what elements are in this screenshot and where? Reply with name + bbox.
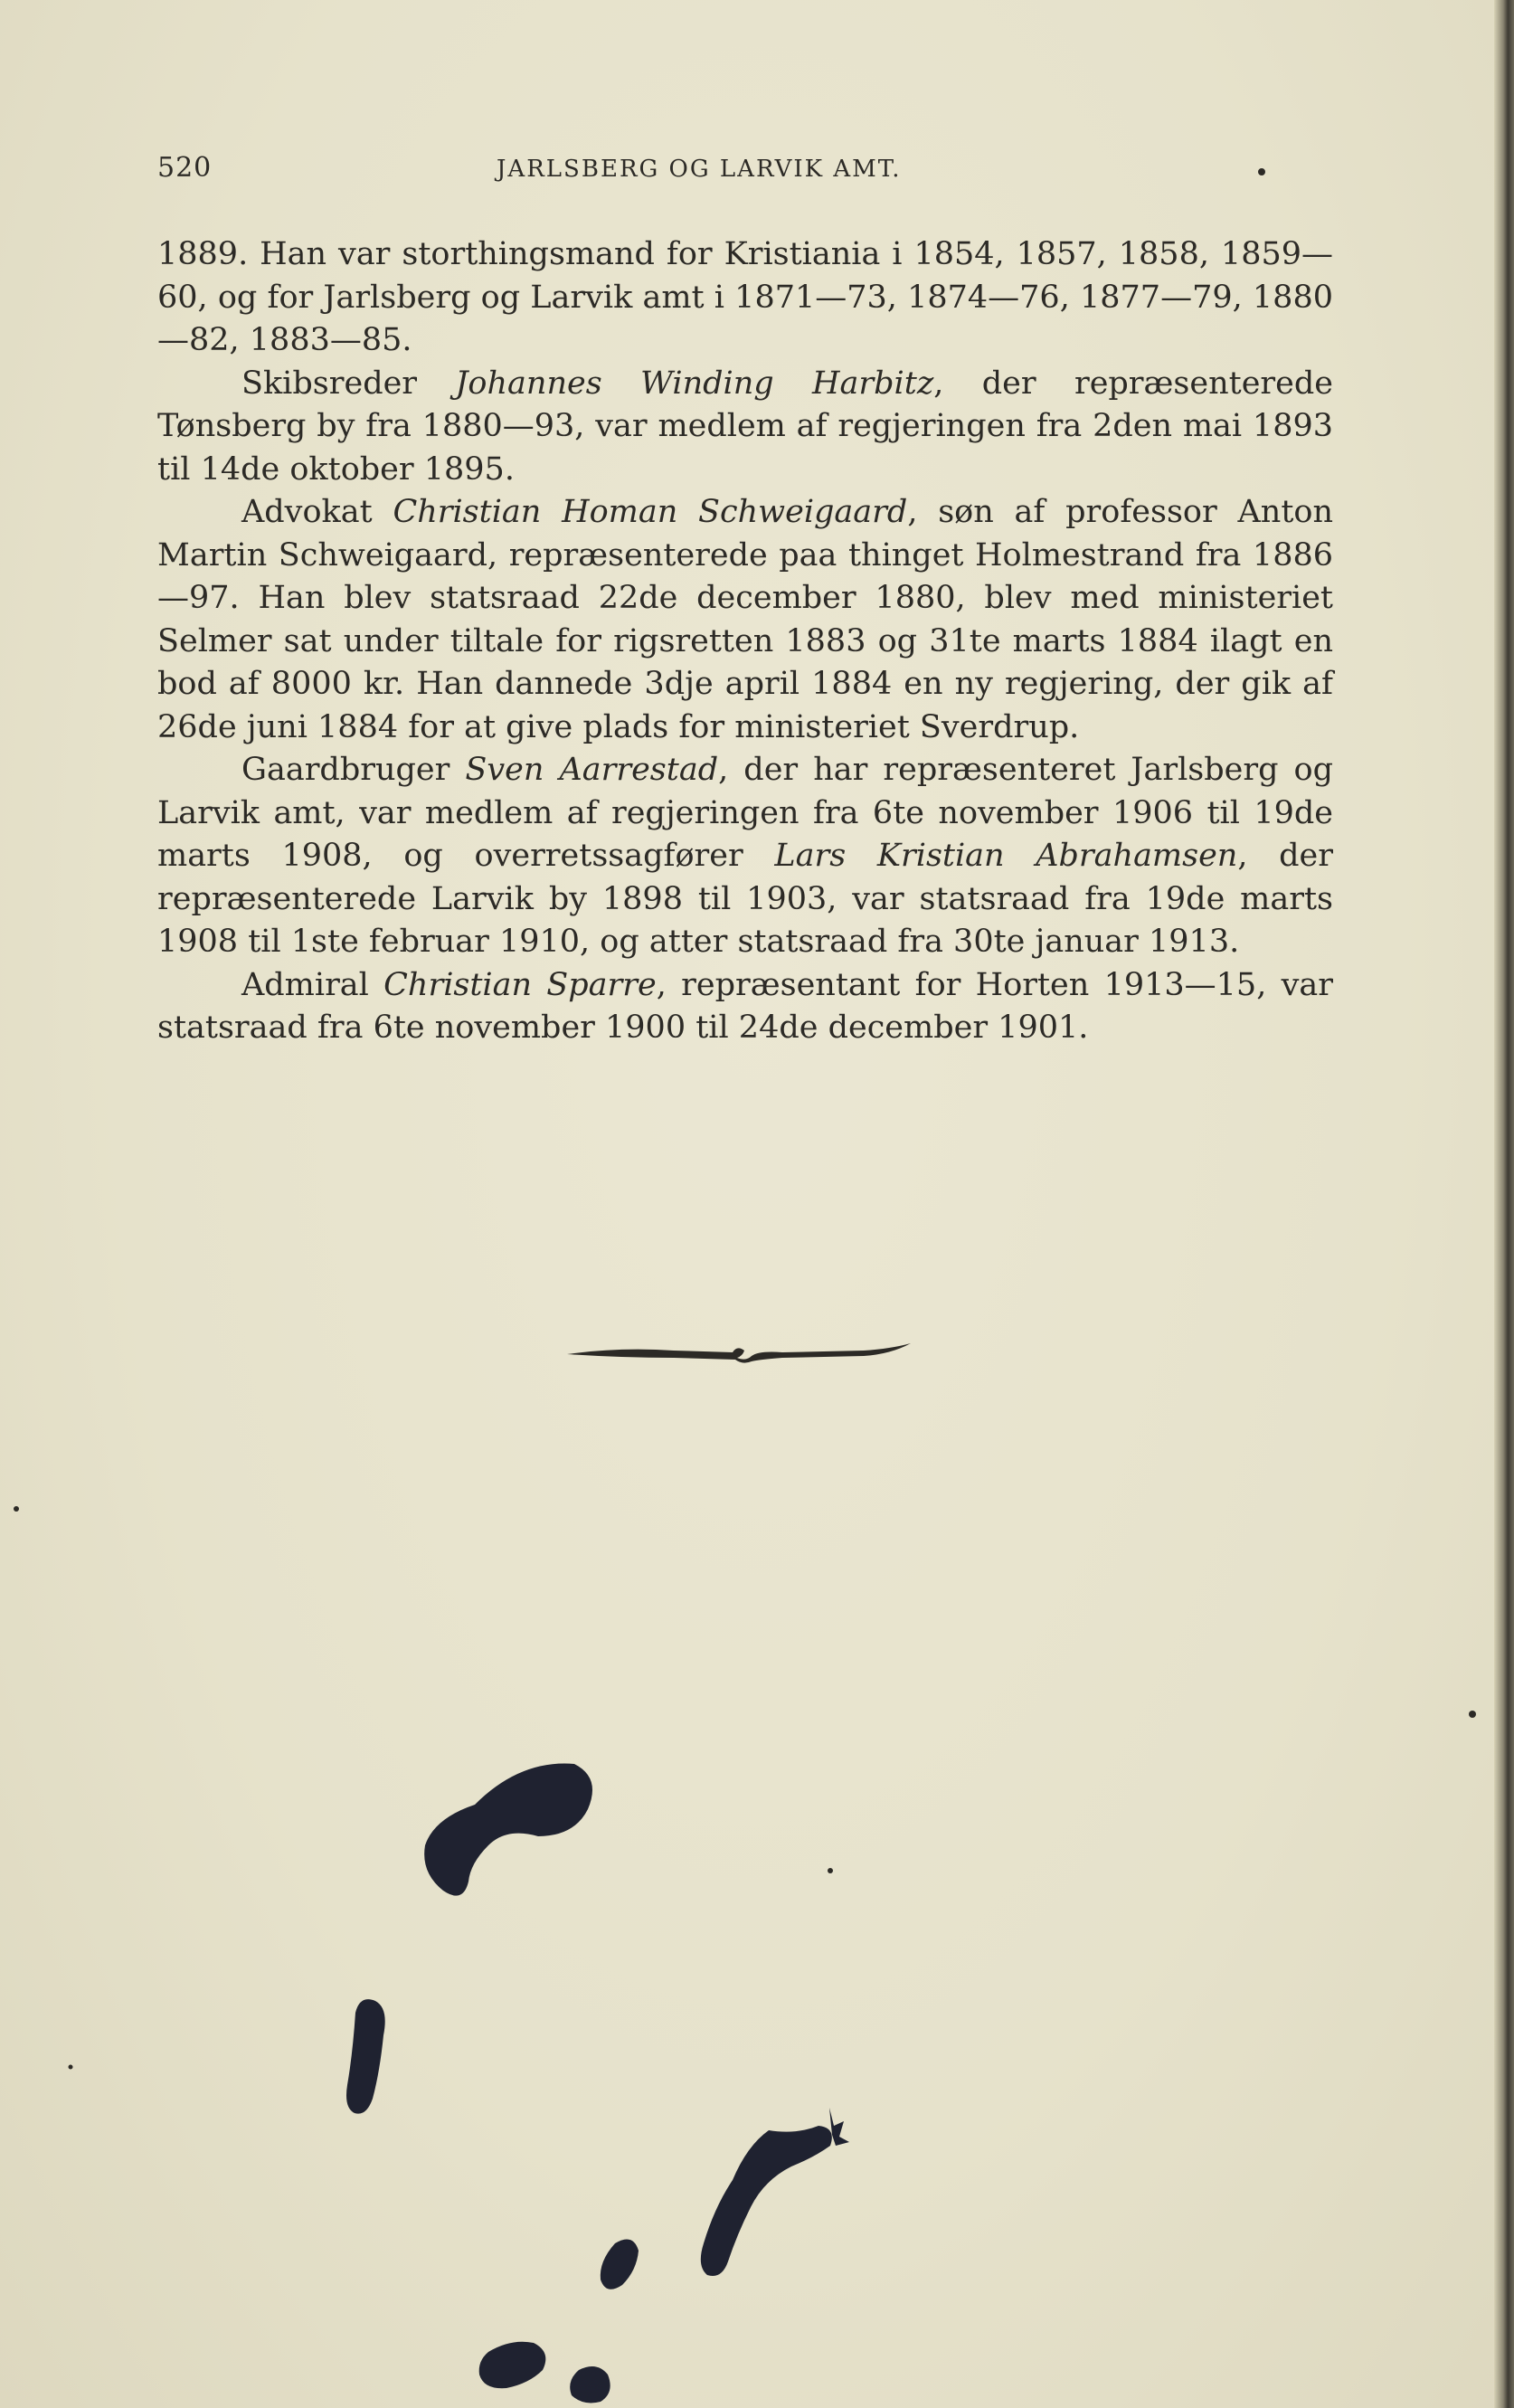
person-name: Johannes Winding Harbitz <box>455 365 934 402</box>
text-segment: , der har repræsenteret Jarlsberg og Larvik amt, var medlem af regjeringen fra 6te november 1906 til 19de marts 1908, og overretssagfører <box>157 752 1334 874</box>
text-segment: Advokat <box>241 494 393 530</box>
paragraph <box>157 749 1333 964</box>
text-segment: Admiral <box>241 966 384 1003</box>
text-segment: Gaardbruger <box>241 752 466 788</box>
end-ornament <box>565 1334 913 1370</box>
person-name: Sven Aarrestad <box>465 752 719 788</box>
text-segment: , der repræsenterede Larvik by 1898 til 1903, var statsraad fra 19de marts 1908 til 1ste februar 1910, og atter statsraad fra 30te januar 1913. <box>157 838 1333 960</box>
paragraph <box>157 363 1333 492</box>
text-segment: , der repræsenterede Tønsberg by fra 1880—93, var medlem af regjeringen fra 2den mai 1893 til 14de oktober 1895. <box>157 365 1333 488</box>
text-segment: 1889. Han var storthingsmand for Kristiania i 1854, 1857, 1858, 1859—60, og for Jarlsberg og Larvik amt i 1871—73, 1874—76, 1877—79, 1880—82, 1883—85. <box>157 236 1333 358</box>
person-name: Christian Homan Schweigaard <box>393 494 908 530</box>
body-text <box>157 233 1333 1050</box>
text-segment: , søn af professor Anton Martin Schweigaard, repræsenterede paa thinget Holmestrand fra 1886—97. Han blev statsraad 22de december 1880, blev med ministeriet Selmer sat under tiltale for rigsretten 1883 og 31te marts 1884 ilagt en bod af 8000 kr. Han dannede 3dje april 1884 en ny regjering, der gik af 26de juni 1884 for at give plads for ministeriet Sverdrup. <box>157 494 1334 745</box>
paragraph <box>157 964 1333 1050</box>
paragraph <box>157 233 1333 363</box>
page-header <box>157 152 1333 197</box>
page-number: 520 <box>157 152 213 184</box>
text-segment: , repræsentant for Horten 1913—15, var statsraad fra 6te november 1900 til 24de december 1901. <box>157 966 1333 1046</box>
person-name: Christian Sparre <box>383 966 657 1003</box>
person-name: Lars Kristian Abrahamsen <box>774 838 1238 874</box>
running-title: JARLSBERG OG LARVIK AMT. <box>497 156 902 183</box>
paragraph <box>157 491 1333 749</box>
page-edge-shadow <box>1494 0 1514 2408</box>
text-segment: Skibsreder <box>241 365 456 402</box>
